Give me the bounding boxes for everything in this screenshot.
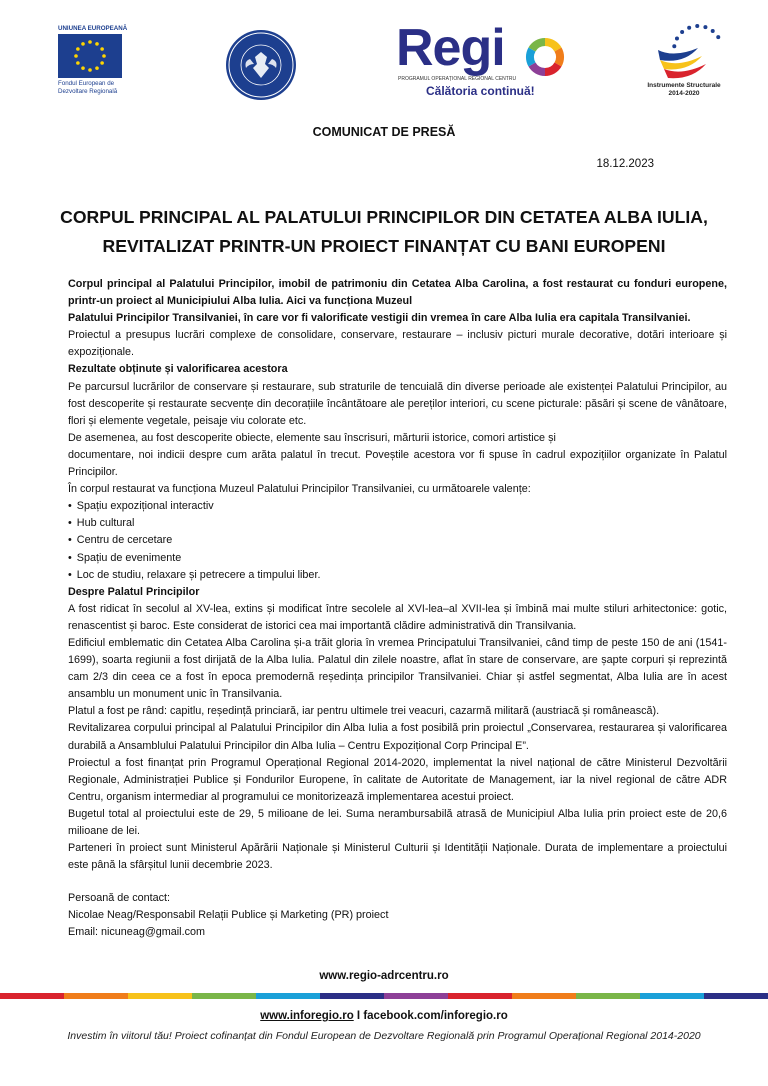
is-star-icon: [672, 44, 676, 48]
eu-star-icon: [100, 61, 104, 65]
about-heading: Despre Palatul Principilor: [68, 585, 200, 598]
eu-star-icon: [102, 54, 106, 58]
contact-email[interactable]: Email: nicuneag@gmail.com: [68, 926, 205, 939]
is-star-icon: [703, 25, 707, 29]
lead-paragraph-continued: Palatului Principilor Transilvaniei, în care vor fi valorificate vestigii din vremea în care Alba Iulia era capitala Transilvaniei.: [68, 312, 691, 325]
eu-star-icon: [95, 42, 99, 46]
title-line-2: REVITALIZAT PRINTR-UN PROIECT FINANȚAT CU BANI EUROPENI: [102, 236, 666, 256]
eu-star-icon: [81, 67, 85, 71]
government-logo: [224, 28, 298, 102]
color-bar-segment: [704, 993, 768, 999]
facebook-link[interactable]: facebook.com/inforegio.ro: [363, 1010, 508, 1022]
footer-links: [0, 1010, 768, 1022]
contact-name: Nicolae Neag/Responsabil Relații Publice și Marketing (PR) proiect: [68, 909, 389, 922]
budget-paragraph: Bugetul total al proiectului este de 29, 5 milioane de lei. Suma nerambursabilă atrasă de Municipiul Alba Iulia prin proiect este de 20,6 milioane de lei.: [68, 807, 727, 837]
eu-star-icon: [76, 61, 80, 65]
structural-instruments-label: [638, 82, 730, 98]
eu-star-icon: [81, 42, 85, 46]
is-label-line1: Instrumente Structurale: [647, 82, 721, 89]
footer-color-bar: [0, 993, 768, 999]
title-line-1: CORPUL PRINCIPAL AL PALATULUI PRINCIPILOR DIN CETATEA ALBA IULIA,: [60, 207, 708, 227]
footer-funding-note: Investim în viitorul tău! Proiect cofinanțat din Fondul European de Dezvoltare Regională prin Programul Operațional Regional 2014-2020: [67, 1030, 701, 1042]
eu-star-icon: [100, 47, 104, 51]
about-paragraph-2: Edificiul emblematic din Cetatea Alba Carolina și-a trăit gloria în vremea Principatului Transilvaniei, când timp de peste 150 de ani (1541-1699), soarta regiunii a fost dirijată de la Alba Iulia. Palatul din zilele noastre, aflat în stare de conservare, are șapte corpuri și reprezintă cam 2/3 din ceea ce a fost în epoca premodernă reședința principilor Transilvaniei. Chiar și astfel segmentat, Alba Iulia are în acest ansamblu un monument unic în Transilvania.: [68, 636, 727, 701]
about-paragraph-3: Platul a fost pe rând: capitlu, reședință princiară, iar pentru ultimele trei veacuri, cazarmă militară (austriacă și românească).: [68, 705, 660, 718]
is-star-icon: [716, 35, 720, 39]
page-title: [30, 203, 738, 261]
color-bar-segment: [384, 993, 448, 999]
is-star-icon: [675, 36, 679, 40]
government-seal-icon: [224, 28, 298, 102]
eu-star-icon: [74, 54, 78, 58]
eu-star-icon: [88, 68, 92, 72]
inforegio-link[interactable]: www.inforegio.ro: [260, 1010, 354, 1022]
press-release-date: 18.12.2023: [596, 158, 654, 170]
is-star-icon: [711, 29, 715, 33]
is-star-icon: [695, 24, 699, 28]
color-bar-segment: [0, 993, 64, 999]
list-item: • Spațiu de evenimente: [68, 550, 727, 567]
regio-wordmark: Regi: [396, 19, 505, 77]
museum-features-list: [68, 498, 727, 583]
color-bar-segment: [640, 993, 704, 999]
results-heading: Rezultate obținute și valorificarea acestora: [68, 363, 288, 376]
partners-paragraph: Parteneri în proiect sunt Ministerul Apărării Naționale și Ministerul Culturii și Identității Naționale. Durata de implementare a proiectului este până la sfârșitul lunii decembrie 2023.: [68, 842, 727, 872]
color-bar-segment: [128, 993, 192, 999]
list-item: • Loc de studiu, relaxare și petrecere a timpului liber.: [68, 567, 727, 584]
regio-tagline: Călătoria continuă!: [426, 84, 535, 98]
eu-star-icon: [95, 67, 99, 71]
color-bar-segment: [576, 993, 640, 999]
about-paragraph-4: Revitalizarea corpului principal al Palatului Principilor din Alba Iulia a fost posibilă prin proiectul „Conservarea, restaurarea și valorificarea durabilă a Ansamblului Palatului Principilor din Alba Iulia – Centru Expozițional Corp Principal E”.: [68, 722, 727, 752]
eu-logo: [58, 26, 138, 108]
results-paragraph-2b: documentare, noi indicii despre cum arăta palatul în trecut. Poveștile acestora vor fi spuse în cadrul expozițiilor organizate în Palatul Principilor.: [68, 448, 727, 479]
color-bar-segment: [512, 993, 576, 999]
eu-fund-line2: Dezvoltare Regională: [58, 87, 118, 95]
eu-label: UNIUNEA EUROPEANĂ: [58, 25, 128, 32]
color-bar-segment: [320, 993, 384, 999]
museum-paragraph: În corpul restaurat va funcționa Muzeul Palatului Principilor Transilvaniei, cu următoarele valențe:: [68, 483, 531, 496]
structural-instruments-icon: [644, 20, 724, 80]
color-bar-segment: [64, 993, 128, 999]
list-item: • Hub cultural: [68, 515, 727, 532]
is-star-icon: [687, 26, 691, 30]
regio-subtitle: PROGRAMUL OPERAȚIONAL REGIONAL CENTRU: [398, 76, 517, 82]
project-paragraph: Proiectul a presupus lucrări complexe de consolidare, conservare, restaurare – inclusiv picturi murale decorative, dotări interioare și expoziționale.: [68, 329, 727, 359]
is-label-line2: 2014-2020: [668, 89, 700, 97]
color-bar-segment: [448, 993, 512, 999]
article-body: [68, 276, 727, 942]
eu-star-icon: [88, 40, 92, 44]
structural-instruments-logo: [644, 20, 724, 102]
eu-flag-icon: [58, 34, 122, 78]
lead-paragraph: Corpul principal al Palatului Principilor, imobil de patrimoniu din Cetatea Alba Carolina, a fost restaurat cu fonduri europene, printr-un proiect al Municipiului Alba Iulia. Aici va funcționa Muzeul: [68, 278, 727, 308]
press-release-label: COMUNICAT DE PRESĂ: [312, 125, 456, 139]
contact-label: Persoană de contact:: [68, 892, 171, 905]
results-paragraph-2a: De asemenea, au fost descoperite obiecte, elemente sau înscrisuri, mărturii istorice, comori artistice și: [68, 431, 556, 444]
color-bar-segment: [192, 993, 256, 999]
results-paragraph-1: Pe parcursul lucrărilor de conservare și restaurare, sub straturile de tencuială din diverse perioade ale existenței Palatului Principilor, au fost descoperite și restaurate secvențe din decorațiile încântătoare ale pereților interiori, cu scene picturale: păsări și scene de vânătoare, flori și elemente vegetale, peisaje viu colorate etc.: [68, 380, 727, 427]
footer-link-separator: I: [353, 1010, 364, 1022]
color-bar-segment: [256, 993, 320, 999]
contact-block: [68, 890, 727, 941]
funding-paragraph: Proiectul a fost finanțat prin Programul Operațional Regional 2014-2020, implementat la nivel național de către Ministerul Dezvoltării Regionale, Administrației Publice și Fondurilor Europene, în calitate de Autoritate de Management, iar la nivel regional de către ADR Centru, organism intermediar al programului ce monitorizează implementarea acestui proiect.: [68, 756, 727, 803]
about-paragraph-1: A fost ridicat în secolul al XV-lea, extins și modificat între secolele al XVI-lea–al XVII-lea și îmbină mai multe stiluri arhitectonice: gotic, renascentist și baroc. Este considerat de istorici cea mai importantă clădire administrativă din Transilvania.: [68, 602, 727, 632]
is-star-icon: [680, 30, 684, 34]
regio-logo: [396, 19, 576, 102]
list-item: • Centru de cercetare: [68, 532, 727, 549]
list-item: • Spațiu expozițional interactiv: [68, 498, 727, 515]
eu-fund-line1: Fondul European de: [58, 80, 115, 88]
regio-color-ring-icon: [522, 36, 568, 78]
footer-website-link[interactable]: www.regio-adrcentru.ro: [319, 970, 449, 982]
eu-star-icon: [76, 47, 80, 51]
